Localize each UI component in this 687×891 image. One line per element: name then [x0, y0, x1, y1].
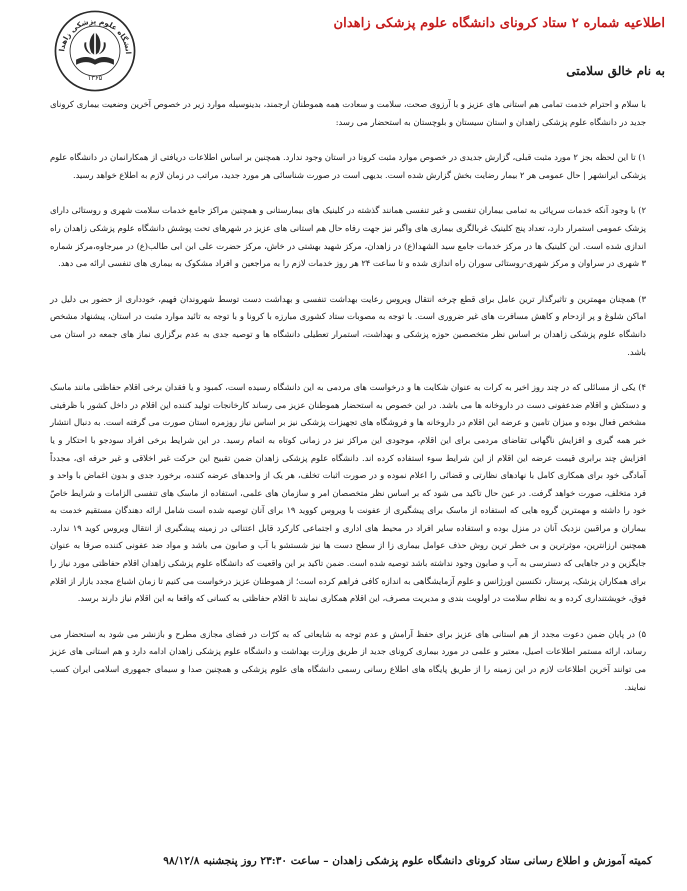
announcement-subtitle: به نام خالق سلامتی [566, 64, 665, 78]
paragraph-3: ۳) همچنان مهمترین و تاثیرگذار ترین عامل برای قطع چرخه انتقال ویروس رعایت بهداشت تنفسی و بهداشت دست توسط شهروندان فهیم، خودداری از حضور بی دلیل در اماکن شلوغ و پر ازدحام و کاهش مسافرت های غیر ضروری است. با توجه به مصوبات ستاد کشوری مبارزه با کرونا و با توجه به تائید موارد مثبت در استان، پیشنهاد مشخص دانشگاه علوم پزشکی زاهدان بر اساس نظر متخصصین حوزه پزشکی و بهداشت، استمرار تعطیلی دانشگاه ها و توصیه جدی به عدم برگزاری نماز های جمعه در استان می باشد. [50, 293, 646, 357]
announcement-title: اطلاعیه شماره ۲ ستاد کرونای دانشگاه علوم پزشکی زاهدان [333, 16, 665, 31]
announcement-body [50, 96, 646, 714]
paragraph-1: ۱) تا این لحظه بجز ۲ مورد مثبت قبلی، گزارش جدیدی در خصوص موارد مثبت کرونا در استان وجود ندارد. همچنین بر اساس اطلاعات دریافتی از همکارانمان در دانشگاه علوم پزشکی ایرانشهر | حال عمومی هر ۲ بیمار رضایت بخش گزارش شده است. بدیهی است در صورت شناسائی هر مورد جدید، مراتب در زمان لازم به اطلاع خواهد رسید. [50, 152, 646, 180]
university-emblem-icon [52, 8, 138, 94]
logo-year: ۱۳۶۵ [87, 74, 103, 83]
paragraph-5: ۵) در پایان ضمن دعوت مجدد از هم استانی های عزیز برای حفظ آرامش و عدم توجه به شایعاتی که به کرّات در فضای مجازی مطرح و بازنشر می شود به استحضار می رساند، ارائه مستمر اطلاعات اصیل، معتبر و علمی در مورد بیماری کرونای جدید از طریق وزارت بهداشت و دانشگاه علوم پزشکی زاهدان ادامه دارد و هم استانی های عزیز می توانند آخرین اطلاعات لازم در این زمینه را از طریق پایگاه های اطلاع رسانی رسمی دانشگاه های علوم پزشکی و همچنین صدا و سیمای جمهوری اسلامی ایران کسب نمایند. [50, 628, 646, 692]
logo-text: انشگاه علوم پزشکی زاهدا [57, 16, 133, 55]
paragraph-2: ۲) با وجود آنکه خدمات سرپائی به تمامی بیماران تنفسی و غیر تنفسی همانند گذشته در کلینیک های بیمارستانی و همچنین مراکز جامع خدمات سلامت شهری و روستائی دارای پزشک عمومی استمرار دارد، تعداد پنج کلینیک غربالگری بیماری های واگیر نیز جهت رفاه حال هم استانی های عزیز در شهرهای تحت پوشش دانشگاه علوم پزشکی زاهدان راه اندازی شده است. این کلینیک ها در مرکز خدمات جامع سید الشهدا(ع) در زاهدان، مرکز شهید بهشتی در خاش، مرکز حضرت علی ابن ابی طالب(ع) در میرجاوه،مرکز شماره ۳ شهری در سراوان و مرکز شهری-روستائی سوران راه اندازی شده و تا ساعت ۲۴ هر روز خدمات لازم را به مراجعین و افراد مشکوک به بیماری های تنفسی ارائه می دهد. [50, 205, 646, 269]
paragraph-intro: با سلام و احترام خدمت تمامی هم استانی های عزیز و با آرزوی صحت، سلامت و سعادت همه هموطنان ارجمند، بدینوسیله موارد زیر در خصوص آخرین وضعیت بیماری کرونای جدید در دانشگاه علوم پزشکی زاهدان و استان سیستان و بلوچستان به استحضار می رسد: [50, 99, 646, 127]
announcement-footer: کمیته آموزش و اطلاع رسانی ستاد کرونای دانشگاه علوم پزشکی زاهدان – ساعت ۲۳:۳۰ روز پنجشنبه ۹۸/۱۲/۸ [163, 855, 652, 867]
paragraph-4: ۴) یکی از مسائلی که در چند روز اخیر به کرات به عنوان شکایت ها و درخواست های مردمی به این دانشگاه رسیده است، کمبود و یا فقدان برخی اقلام حفاظتی مانند ماسک و دستکش و اقلام ضدعفونی دست در داروخانه ها می باشد. در این خصوص به استحضار هموطنان عزیز می رساند کارخانجات تولید کننده این اقلام در داخل کشور با ظرفیتی مشخص فعال بوده و میزان تامین و عرضه این اقلام در داروخانه ها و فروشگاه های تجهیزات پزشکی نیز بر اساس نیاز روزمره استان صورت می گرفته است. به دنبال انتشار خبر همه گیری و افزایش ناگهانی تقاضای مردمی برای این اقلام، موجودی این مراکز نیز در زمانی کوتاه به اتمام رسید. در این شرایط برخی افراد سودجو با احتکار و یا افزایش چند برابری قیمت عرضه این اقلام از این شرایط سوء استفاده کرده اند. دانشگاه علوم پزشکی زاهدان ضمن تقبیح این حرکت غیر اخلاقی و غیر حرفه ای، مجدداً آمادگی خود برای همکاری کامل با نهادهای نظارتی و قضائی را اعلام نموده و در صورت اثبات تخلف، هر یک از واحدهای عرضه کننده، برخورد جدی و بدون اغماض با واحد و فرد متخلف، صورت خواهد گرفت. در عین حال تاکید می شود که بر اساس نظر متخصصان امر و سازمان های علمی، استفاده از ماسک های تنفسی الزامات و شرایط خاصّ خود را داشته و مهمترین گروه هایی که استفاده از ماسک برای پیشگیری از عفونت با ویروس کووید ۱۹ برای آنان توصیه شده است شامل ارائه دهندگان مستقیم خدمت به بیماران و مراقبین نزدیک آنان در منزل بوده و استفاده سایر افراد در محیط های اداری و اجتماعی کارکرد قابل اعتنائی در زمینه پیشگیری از انتقال ویروس کوید ۱۹ ندارد. همچنین ارزانترین، موثرترین و بی خطر ترین روش حذف عوامل بیماری زا از سطح دست ها نیز شستشو با آب و صابون می باشد و مواد ضد عفونی کننده صرفا به عنوان جایگزین و در جاهایی که دسترسی به آب و صابون وجود نداشته باشد توصیه شده است. ضمن تاکید بر این واقعیت که دانشگاه علوم پزشکی زاهدان اقلام حفاظتی مورد نیاز را برای همکاران پزشک، پرستار، تکنسین اورژانس و علوم آزمایشگاهی به اندازه کافی فراهم کرده است؛ از هموطنان عزیز درخواست می کنیم تا زمان اشباع مجدد بازار از اقلام فوق، خویشتنداری کرده و به نظام سلامت در اولویت بندی و مدیریت مصرف، این اقلام همکاری نمایند تا اقلام حفاظتی به کسانی که واقعا به این اقلام نیاز دارند برسد. [50, 382, 646, 604]
university-logo [52, 8, 138, 94]
